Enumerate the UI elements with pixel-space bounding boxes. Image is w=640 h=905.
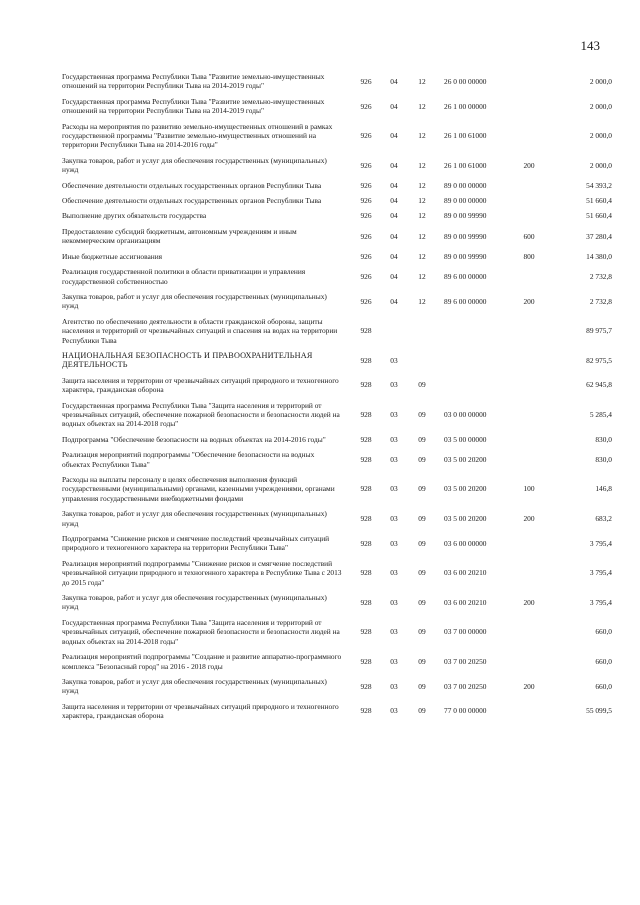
row-expense-type [514,559,544,593]
row-subsection-code: 09 [418,513,426,523]
row-admin-code: 928 [360,568,372,578]
row-name: Государственная программа Республики Тыва "Защита населения и территорий от чрезвычайных ситуаций, обеспечение пожарной безопасности и безопасности людей на водных объектах на 2014-2018 годы" [62,400,340,429]
row-target-code: 26 0 00 00000 [444,76,487,86]
row-name: Подпрограмма "Обеспечение безопасности на водных объектах на 2014-2016 годы" [62,434,326,444]
row-expense-type [514,618,544,652]
row-section-code: 03 [390,627,398,637]
row-expense-type [514,122,544,156]
row-admin-code: 926 [360,211,372,221]
row-amount: 3 795,4 [589,538,612,548]
row-subsection-code: 12 [418,101,426,111]
row-subsection-code: 12 [418,211,426,221]
row-amount: 37 280,4 [586,231,612,241]
row-admin-code: 928 [360,434,372,444]
row-subsection-code: 12 [418,271,426,281]
row-amount: 2 000,0 [589,160,612,170]
table-row [62,267,612,292]
table-row [62,156,612,181]
row-target-code: 89 0 00 00000 [444,196,487,206]
row-subsection-code: 09 [418,656,426,666]
row-expense-type [514,534,544,559]
row-admin-code: 926 [360,131,372,141]
row-name: Защита населения и территории от чрезвычайных ситуаций природного и техногенного характера, гражданская оборона [62,375,339,395]
row-admin-code: 926 [360,101,372,111]
row-amount: 14 380,0 [586,251,612,261]
row-target-code: 03 5 00 20200 [444,484,487,494]
row-target-code: 89 0 00 00000 [444,180,487,190]
row-expense-type [514,376,544,401]
row-admin-code: 926 [360,76,372,86]
row-expense-type [514,351,544,376]
row-amount: 51 660,4 [586,211,612,221]
row-amount: 62 945,8 [586,380,612,390]
table-row [62,702,612,727]
row-subsection-code: 12 [418,131,426,141]
row-section-code: 03 [390,434,398,444]
row-admin-code: 928 [360,484,372,494]
row-target-code: 03 6 00 00000 [444,538,487,548]
row-name: Закупка товаров, работ и услуг для обеспечения государственных (муниципальных) нужд [62,509,327,528]
row-expense-type [514,317,544,351]
row-admin-code: 928 [360,627,372,637]
row-subsection-code: 09 [418,568,426,578]
row-amount: 89 975,7 [586,326,612,336]
row-admin-code: 928 [360,355,372,365]
budget-table [62,72,612,727]
row-name: Расходы на мероприятия по развитию земельно-имущественных отношений в рамках государственной программы "Развитие земельно-имущественных отношений на территории Республики Тыва на 2014-2016 годы" [62,121,333,150]
row-subsection-code: 09 [418,681,426,691]
row-admin-code: 928 [360,656,372,666]
row-section-code: 03 [390,484,398,494]
row-name: Государственная программа Республики Тыва "Развитие земельно-имущественных отношений на территории Республики Тыва на 2014-2019 годы" [62,96,325,116]
row-target-code: 03 7 00 20250 [444,681,487,691]
row-section-code: 03 [390,538,398,548]
row-name: Реализация мероприятий подпрограммы "Обеспечение безопасности на водных объектах Республики Тыва" [62,450,315,469]
row-section-code: 04 [390,180,398,190]
row-amount: 683,2 [595,513,612,523]
row-section-code: 04 [390,76,398,86]
row-expense-type [514,702,544,727]
row-section-code: 03 [390,409,398,419]
row-name: Закупка товаров, работ и услуг для обеспечения государственных (муниципальных) нужд [62,291,327,311]
row-admin-code: 928 [360,706,372,716]
row-amount: 660,0 [595,627,612,637]
table-row [62,227,612,252]
row-admin-code: 928 [360,326,372,336]
row-name: Закупка товаров, работ и услуг для обеспечения государственных (муниципальных) нужд [62,593,327,612]
table-row [62,475,612,509]
row-name: Агентство по обеспечению деятельности в области гражданской обороны, защиты населения и территорий от чрезвычайных ситуаций и спасения на водах на территории Республики Тыва [62,316,338,345]
table-row [62,97,612,122]
row-name: НАЦИОНАЛЬНАЯ БЕЗОПАСНОСТЬ И ПРАВООХРАНИТЕЛЬНАЯ ДЕЯТЕЛЬНОСТЬ [62,350,313,370]
row-amount: 54 393,2 [586,180,612,190]
row-section-code: 04 [390,211,398,221]
row-amount: 2 000,0 [589,76,612,86]
row-amount: 660,0 [595,681,612,691]
row-name: Иные бюджетные ассигнования [62,251,163,261]
row-target-code: 03 7 00 00000 [444,627,487,637]
row-amount: 5 285,4 [589,409,612,419]
row-subsection-code: 09 [418,627,426,637]
row-admin-code: 928 [360,454,372,464]
row-subsection-code: 09 [418,409,426,419]
table-row [62,72,612,97]
row-subsection-code: 12 [418,160,426,170]
table-row [62,181,612,196]
row-subsection-code [408,351,436,376]
row-admin-code: 926 [360,251,372,261]
row-target-code: 77 0 00 00000 [444,706,487,716]
row-target-code: 03 6 00 20210 [444,568,487,578]
row-section-code: 03 [390,454,398,464]
row-subsection-code: 09 [418,538,426,548]
row-amount: 146,8 [595,484,612,494]
row-expense-type: 200 [523,513,535,523]
row-expense-type [514,435,544,450]
row-name: Закупка товаров, работ и услуг для обеспечения государственных (муниципальных) нужд [62,676,327,696]
row-subsection-code: 09 [418,434,426,444]
row-target-code: 89 6 00 00000 [444,296,487,306]
table-row [62,351,612,376]
row-name: Подпрограмма "Снижение рисков и смягчение последствий чрезвычайных ситуаций природного и техногенного характера на территории Республики Тыва" [62,534,330,553]
row-expense-type [514,97,544,122]
row-admin-code: 926 [360,196,372,206]
row-admin-code: 926 [360,271,372,281]
row-section-code: 04 [390,101,398,111]
row-name: Государственная программа Республики Тыва "Развитие земельно-имущественных отношений на территории Республики Тыва на 2014-2019 годы" [62,72,325,91]
row-expense-type [514,196,544,211]
row-subsection-code: 12 [418,296,426,306]
row-admin-code: 928 [360,380,372,390]
row-expense-type: 600 [523,231,535,241]
row-expense-type: 200 [523,296,535,306]
row-expense-type [514,401,544,435]
row-section-code: 03 [390,656,398,666]
row-section-code: 04 [390,196,398,206]
row-expense-type: 200 [523,160,535,170]
row-name: Защита населения и территории от чрезвычайных ситуаций природного и техногенного характера, гражданская оборона [62,701,339,721]
row-target-code: 03 5 00 20200 [444,454,487,464]
row-target-code: 26 1 00 00000 [444,101,487,111]
row-amount: 82 975,5 [586,355,612,365]
row-section-code: 03 [390,706,398,716]
row-admin-code: 928 [360,409,372,419]
table-row [62,196,612,211]
row-section-code: 03 [390,355,398,365]
row-section-code: 03 [390,597,398,607]
row-expense-type [514,72,544,97]
row-target-code: 89 0 00 99990 [444,251,487,261]
row-admin-code: 926 [360,180,372,190]
row-subsection-code: 09 [418,597,426,607]
row-name: Закупка товаров, работ и услуг для обеспечения государственных (муниципальных) нужд [62,155,327,175]
row-admin-code: 926 [360,160,372,170]
row-name: Реализация мероприятий подпрограммы "Снижение рисков и смягчение последствий чрезвычайной ситуации природного и техногенного характера в Республике Тыва с 2013 до 2015 года" [62,558,342,587]
row-target-code: 03 6 00 20210 [444,597,487,607]
row-name: Предоставление субсидий бюджетным, автономным учреждениям и иным некоммерческим организациям [62,226,297,246]
row-expense-type [514,181,544,196]
budget-table-body [62,72,612,727]
table-row [62,292,612,317]
row-admin-code: 928 [360,513,372,523]
row-admin-code: 928 [360,681,372,691]
table-row [62,534,612,559]
table-row [62,211,612,226]
row-expense-type: 100 [523,484,535,494]
row-section-code: 03 [390,380,398,390]
row-section-code: 03 [390,681,398,691]
row-amount: 55 099,5 [586,706,612,716]
row-section-code: 04 [390,296,398,306]
row-subsection-code: 09 [418,454,426,464]
row-section-code: 04 [390,251,398,261]
table-row [62,618,612,652]
row-expense-type [514,652,544,677]
row-admin-code: 926 [360,231,372,241]
row-name: Обеспечение деятельности отдельных государственных органов Республики Тыва [62,180,322,190]
row-amount: 3 795,4 [589,597,612,607]
row-expense-type: 800 [523,251,535,261]
row-name: Выполнение других обязательств государства [62,211,207,221]
row-section-code: 04 [390,271,398,281]
row-subsection-code: 09 [418,706,426,716]
row-amount: 51 660,4 [586,196,612,206]
row-amount: 2 732,8 [589,296,612,306]
row-admin-code: 928 [360,597,372,607]
row-expense-type: 200 [523,597,535,607]
row-subsection-code: 12 [418,251,426,261]
row-expense-type [514,211,544,226]
row-name: Расходы на выплаты персоналу в целях обеспечения выполнения функций государственными (муниципальными) органами, казенными учреждениями, органами управления государственными внебюджетными фондами [62,475,335,503]
row-target-code [436,376,514,401]
row-amount: 830,0 [595,434,612,444]
table-row [62,122,612,156]
row-target-code: 26 1 00 61000 [444,131,487,141]
row-admin-code: 928 [360,538,372,548]
row-amount: 3 795,4 [589,568,612,578]
table-row [62,450,612,475]
row-section-code: 03 [390,513,398,523]
table-row [62,252,612,267]
row-amount: 660,0 [595,656,612,666]
row-section-code: 04 [390,131,398,141]
row-amount: 2 000,0 [589,101,612,111]
row-amount: 2 000,0 [589,131,612,141]
row-target-code: 03 5 00 20200 [444,513,487,523]
row-target-code: 03 0 00 00000 [444,409,487,419]
table-row [62,317,612,351]
row-target-code: 89 6 00 00000 [444,271,487,281]
row-subsection-code: 12 [418,76,426,86]
row-section-code [380,317,408,351]
row-amount: 830,0 [595,454,612,464]
table-row [62,376,612,401]
row-target-code: 03 5 00 00000 [444,434,487,444]
table-row [62,509,612,534]
row-subsection-code: 12 [418,196,426,206]
table-row [62,593,612,618]
row-name: Реализация государственной политики в области приватизации и управления государственной собственностью [62,267,306,286]
row-section-code: 03 [390,568,398,578]
row-subsection-code: 12 [418,231,426,241]
table-row [62,559,612,593]
row-name: Реализация мероприятий подпрограммы "Создание и развитие аппаратно-программного комплекса "Безопасный город" на 2016 - 2018 годы [62,652,342,671]
row-expense-type [514,450,544,475]
row-target-code: 03 7 00 20250 [444,656,487,666]
row-target-code [436,351,514,376]
row-target-code [436,317,514,351]
row-amount: 2 732,8 [589,271,612,281]
row-name: Обеспечение деятельности отдельных государственных органов Республики Тыва [62,196,322,206]
row-subsection-code: 09 [418,380,426,390]
row-admin-code: 926 [360,296,372,306]
row-expense-type: 200 [523,681,535,691]
row-section-code: 04 [390,160,398,170]
row-subsection-code: 09 [418,484,426,494]
row-section-code: 04 [390,231,398,241]
row-subsection-code: 12 [418,180,426,190]
row-target-code: 26 1 00 61000 [444,160,487,170]
table-row [62,677,612,702]
page-number: 143 [580,38,600,53]
table-row [62,435,612,450]
table-row [62,652,612,677]
row-subsection-code [408,317,436,351]
table-row [62,401,612,435]
row-target-code: 89 0 00 99990 [444,231,487,241]
row-expense-type [514,267,544,292]
row-target-code: 89 0 00 99990 [444,211,487,221]
row-name: Государственная программа Республики Тыва "Защита населения и территорий от чрезвычайных ситуаций, обеспечение пожарной безопасности и безопасности людей на водных объектах на 2014-2018 годы" [62,617,340,646]
